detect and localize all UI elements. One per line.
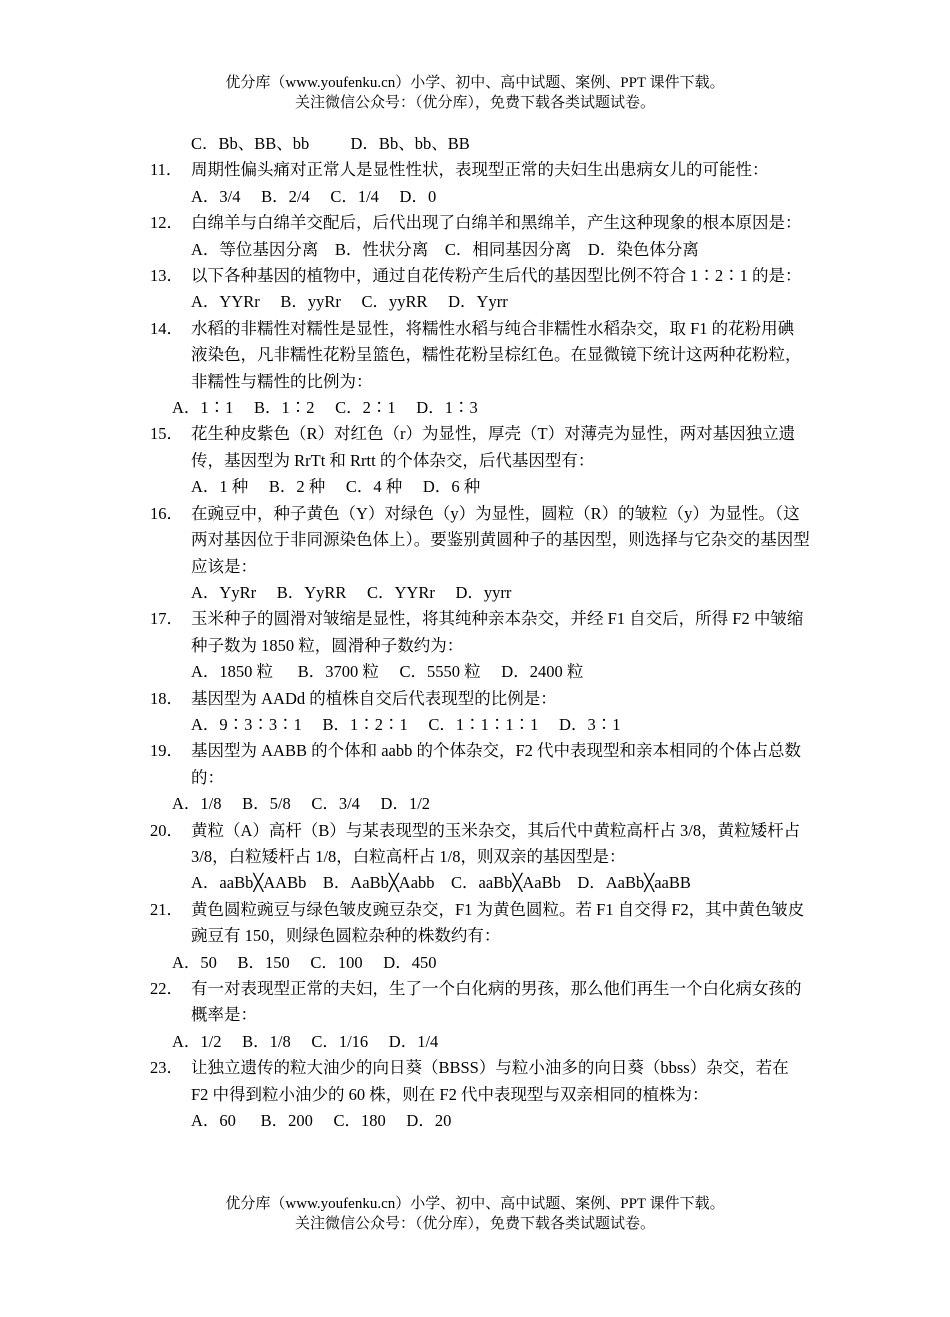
question-number: 18． (150, 688, 183, 708)
question-text: 黄粒（A）高杆（B）与某表现型的玉米杂交，其后代中黄粒高杆占 3/8，黄粒矮杆占 3/8，白粒矮杆占 1/8，白粒高杆占 1/8，则双亲的基因型是： (191, 820, 801, 866)
question-options: A．1/2 B．1/8 C．1/16 D．1/4 (172, 1031, 439, 1051)
question-number: 23． (150, 1058, 183, 1078)
question-text: 基因型为 AADd 的植株自交后代表现型的比例是： (191, 688, 557, 708)
question-text: 让独立遗传的粒大油少的向日葵（BBSS）与粒小油多的向日葵（bbss）杂交，若在 F2 中得到粒小油少的 60 株，则在 F2 代中表现型与双亲相同的植株为： (191, 1058, 789, 1104)
question-options: A．3/4 B．2/4 C．1/4 D．0 (191, 186, 437, 206)
header-line-2: 关注微信公众号：（优分库），免费下载各类试题试卷。 (294, 95, 655, 111)
question-number: 21． (150, 899, 183, 919)
question-number: 15． (150, 424, 183, 444)
question-options: A．YYRr B．yyRr C．yyRR D．Yyrr (191, 292, 508, 312)
question-text: 玉米种子的圆滑对皱缩是显性，将其纯种亲本杂交，并经 F1 自交后，所得 F2 中皱缩种子数为 1850 粒，圆滑种子数约为： (191, 609, 804, 655)
question-options: A．1850 粒 B．3700 粒 C．5550 粒 D．2400 粒 (191, 662, 584, 682)
question-options: A．60 B．200 C．180 D．20 (191, 1111, 452, 1131)
question-15 (150, 421, 810, 474)
question-options: A．1∶1 B．1∶2 C．2∶1 D．1∶3 (172, 398, 478, 418)
question-number: 16． (150, 503, 183, 523)
question-number: 19． (150, 741, 183, 761)
question-22 (150, 976, 810, 1029)
question-23 (150, 1055, 810, 1108)
question-21 (150, 897, 810, 950)
question-11 (150, 157, 810, 183)
footer-line-1: 优分库（www.youfenku.cn）小学、初中、高中试题、案例、PPT 课件下载。 (225, 1196, 725, 1212)
question-number: 13． (150, 266, 183, 286)
question-number: 14． (150, 318, 183, 338)
page-footer (0, 1194, 950, 1234)
question-options: A．aaBb╳AABb B．AaBb╳Aabb C．aaBb╳AaBb D．AaBb╳aaBB (191, 873, 691, 893)
question-text: 周期性偏头痛对正常人是显性性状，表现型正常的夫妇生出患病女儿的可能性： (191, 160, 769, 180)
question-text: 在豌豆中，种子黄色（Y）对绿色（y）为显性，圆粒（R）的皱粒（y）为显性。（这两对基因位于非同源染色体上）。要鉴别黄圆种子的基因型，则选择与它杂交的基因型应该是： (191, 503, 810, 576)
question-13 (150, 263, 810, 289)
question-18 (150, 686, 810, 712)
question-text: 有一对表现型正常的夫妇，生了一个白化病的男孩，那么他们再生一个白化病女孩的概率是： (191, 979, 802, 1025)
question-options: A．9∶3∶3∶1 B．1∶2∶1 C．1∶1∶1∶1 D．3∶1 (191, 714, 621, 734)
question-16 (150, 501, 810, 580)
question-17 (150, 606, 810, 659)
question-number: 12． (150, 213, 183, 233)
question-number: 17． (150, 609, 183, 629)
question-text: 基因型为 AABB 的个体和 aabb 的个体杂交，F2 代中表现型和亲本相同的个体占总数的： (191, 741, 802, 787)
question-19 (150, 738, 810, 791)
question-options: A．1 种 B．2 种 C．4 种 D．6 种 (191, 477, 481, 497)
question-text: 白绵羊与白绵羊交配后，后代出现了白绵羊和黑绵羊，产生这种现象的根本原因是： (191, 213, 802, 233)
question-options: A．50 B．150 C．100 D．450 (172, 952, 437, 972)
question-options: A．等位基因分离 B．性状分离 C．相同基因分离 D．染色体分离 (191, 239, 699, 259)
question-14 (150, 316, 810, 395)
page-header (0, 73, 950, 113)
header-line-1: 优分库（www.youfenku.cn）小学、初中、高中试题、案例、PPT 课件下载。 (225, 75, 725, 91)
question-number: 22． (150, 979, 183, 998)
question-text: 黄色圆粒豌豆与绿色皱皮豌豆杂交，F1 为黄色圆粒。若 F1 自交得 F2，其中黄色皱皮豌豆有 150，则绿色圆粒杂种的株数约有： (191, 899, 805, 946)
question-options: A．YyRr B．YyRR C．YYRr D．yyrr (191, 582, 512, 602)
footer-line-2: 关注微信公众号：（优分库），免费下载各类试题试卷。 (294, 1216, 655, 1232)
continued-options: C．Bb、BB、bb D．Bb、bb、BB (191, 134, 470, 153)
question-20 (150, 818, 810, 871)
question-text: 花生种皮紫色（R）对红色（r）为显性，厚壳（T）对薄壳为显性，两对基因独立遗传，基因型为 RrTt 和 Rrtt 的个体杂交，后代基因型有： (191, 424, 796, 470)
question-12 (150, 210, 810, 236)
question-number: 20． (150, 820, 183, 840)
question-list (150, 131, 810, 1134)
question-text: 水稻的非糯性对糯性是显性，将糯性水稻与纯合非糯性水稻杂交，取 F1 的花粉用碘液染色，凡非糯性花粉呈篮色，糯性花粉呈棕红色。在显微镜下统计这两种花粉粒，非糯性与糯性的比例为： (191, 318, 802, 391)
question-options: A．1/8 B．5/8 C．3/4 D．1/2 (172, 794, 431, 814)
question-text: 以下各种基因的植物中，通过自花传粉产生后代的基因型比例不符合 1∶2∶1 的是： (191, 266, 802, 286)
question-number: 11． (150, 160, 183, 180)
